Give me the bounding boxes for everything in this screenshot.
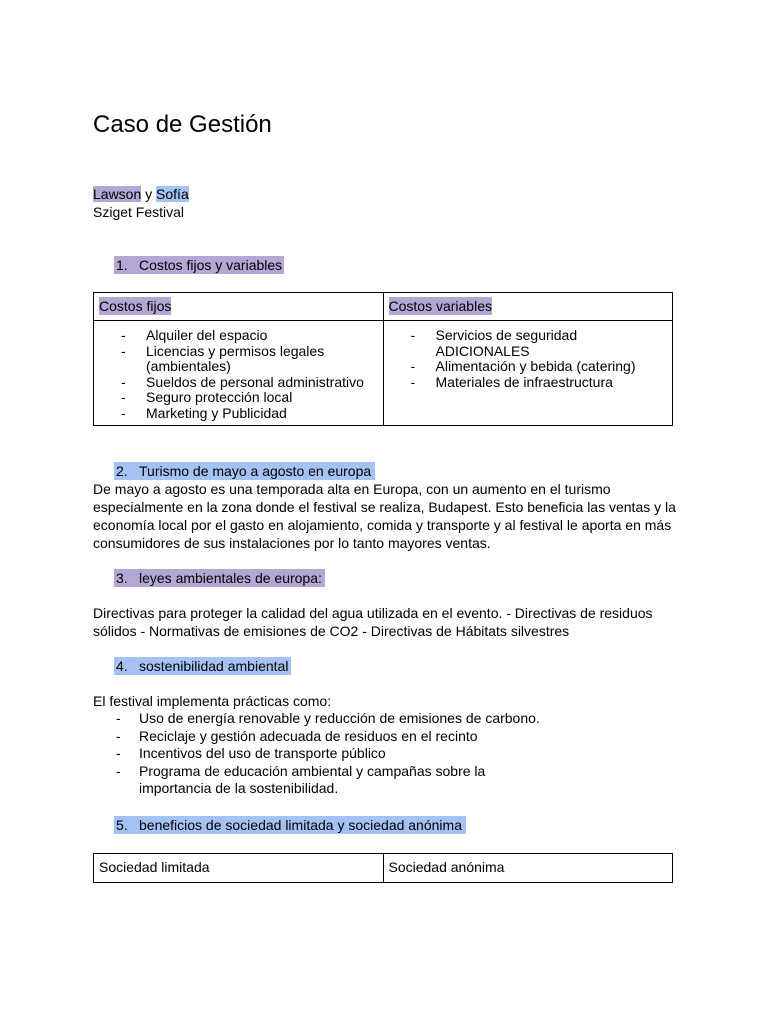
- section-5-title: beneficios de sociedad limitada y sociedad anónima: [139, 817, 462, 833]
- list-item: - Sueldos de personal administrativo: [94, 375, 383, 391]
- list-item: - Uso de energía renovable y reducción de emisiones de carbono.: [93, 710, 693, 728]
- list-item: - Materiales de infraestructura: [384, 375, 673, 391]
- author-name-2: Sofía: [156, 186, 189, 202]
- list-item: - Seguro protección local: [94, 390, 383, 406]
- variable-costs-list: [384, 321, 673, 394]
- section-4-intro: El festival implementa prácticas como:: [93, 693, 332, 709]
- list-item: - Alimentación y bebida (catering): [384, 359, 673, 375]
- section-4-number: 4.: [116, 658, 128, 674]
- author-name-1: Lawson: [93, 186, 142, 202]
- company-types-table: [93, 853, 673, 883]
- list-item: - Programa de educación ambiental y campañas sobre la importancia de la sostenibilidad.: [93, 763, 693, 798]
- limited-company-header: Sociedad limitada: [94, 854, 384, 883]
- list-item: - Incentivos del uso de transporte público: [93, 745, 693, 763]
- section-2-title: Turismo de mayo a agosto en europa: [139, 463, 372, 479]
- festival-name: Sziget Festival: [93, 204, 185, 220]
- list-item: - Marketing y Publicidad: [94, 406, 383, 422]
- sustainability-list: [93, 710, 693, 798]
- costs-variable-cell: [383, 321, 673, 426]
- costs-fixed-cell: [94, 321, 384, 426]
- costs-variable-header: Costos variables: [383, 293, 673, 321]
- list-item: - Reciclaje y gestión adecuada de residuos en el recinto: [93, 728, 693, 746]
- section-5-number: 5.: [116, 817, 128, 833]
- section-2-body: De mayo a agosto es una temporada alta en Europa, con un aumento en el turismo especialmente en la zona donde el festival se realiza, Budapest. Esto beneficia las ventas y la economía local por el gasto en alojamiento, comida y transporte y al festival le aporta en más consumidores de sus instalaciones por lo tanto mayores ventas.: [93, 481, 676, 551]
- section-3-title: leyes ambientales de europa:: [139, 570, 322, 586]
- document-title: Caso de Gestión: [93, 111, 272, 138]
- section-1-title: Costos fijos y variables: [139, 257, 283, 273]
- costs-fixed-header: Costos fijos: [94, 293, 384, 321]
- list-item: - Licencias y permisos legales (ambientales): [94, 344, 383, 375]
- section-3-number: 3.: [116, 570, 128, 586]
- list-item: - Alquiler del espacio: [94, 328, 383, 344]
- costs-table: [93, 292, 673, 426]
- fixed-costs-list: [94, 321, 383, 425]
- author-connector: y: [145, 186, 153, 202]
- public-company-header: Sociedad anónima: [383, 854, 673, 883]
- section-1-number: 1.: [116, 257, 128, 273]
- section-2-number: 2.: [116, 463, 128, 479]
- section-4-title: sostenibilidad ambiental: [139, 658, 289, 674]
- section-3-body: Directivas para proteger la calidad del agua utilizada en el evento. - Directivas de residuos sólidos - Normativas de emisiones de CO2 - Directivas de Hábitats silvestres: [93, 605, 653, 639]
- authors-line: [93, 185, 189, 203]
- list-item: - Servicios de seguridad ADICIONALES: [384, 328, 673, 359]
